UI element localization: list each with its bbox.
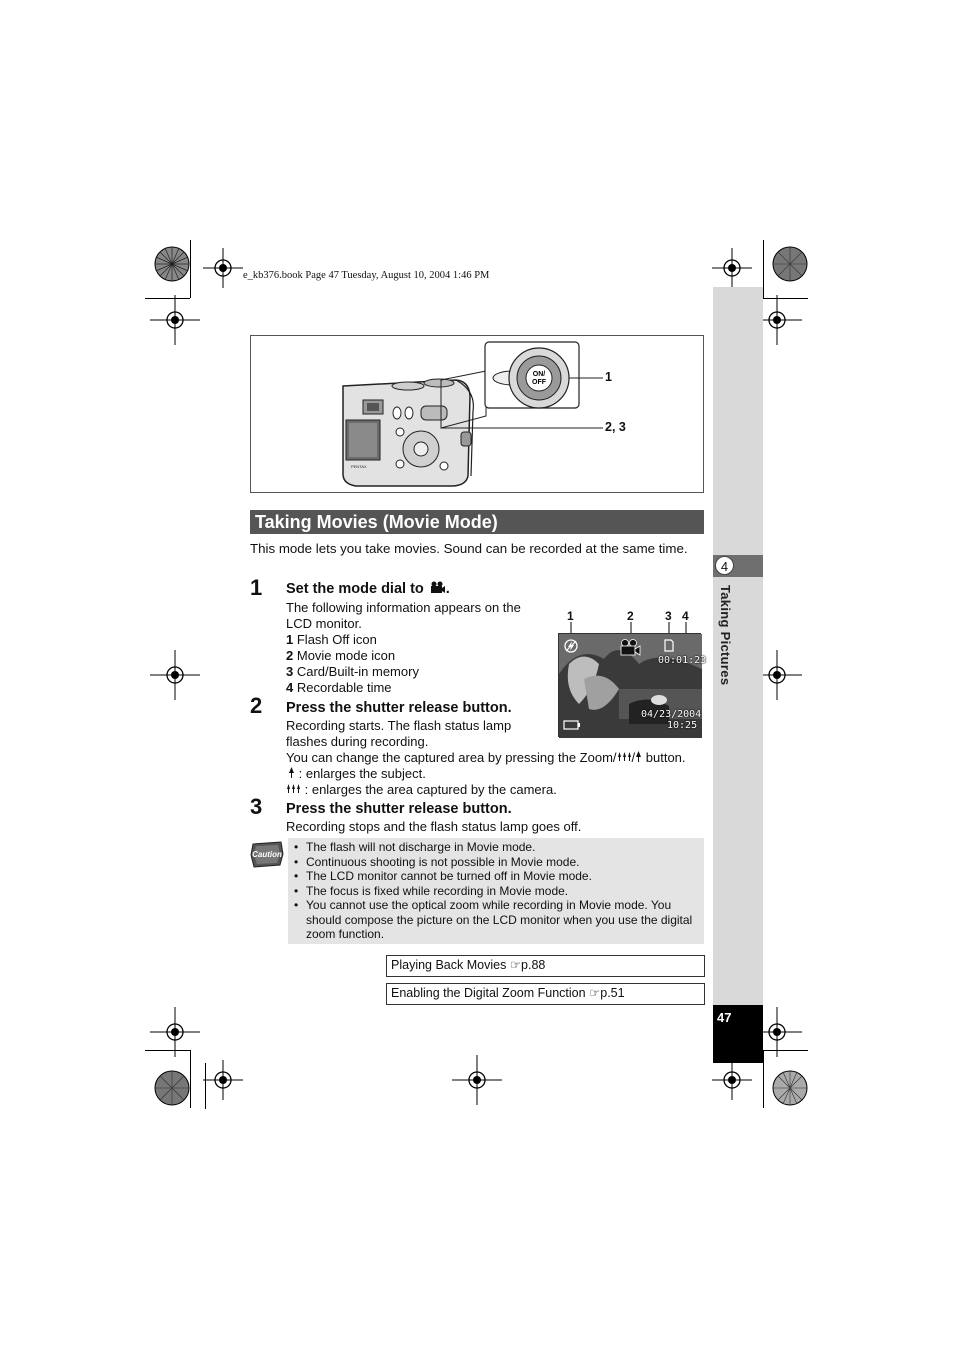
crosshair-mark-top-left-inner bbox=[203, 248, 243, 288]
step-1-title-text: Set the mode dial to bbox=[286, 581, 424, 597]
step-1-title bbox=[286, 581, 450, 597]
zoom-out-line bbox=[286, 782, 557, 798]
zoom-in-text: : enlarges the subject. bbox=[295, 766, 426, 781]
list-item: • Continuous shooting is not possible in Movie mode. bbox=[294, 854, 580, 869]
lcd-callout-3: 3 bbox=[665, 609, 672, 623]
crosshair-mark-bottom-right-inner bbox=[712, 1060, 752, 1100]
step-2-title: Press the shutter release button. bbox=[286, 700, 512, 716]
list-item: • The LCD monitor cannot be turned off in Movie mode. bbox=[294, 869, 592, 883]
print-header: e_kb376.book Page 47 Tuesday, August 10, 2004 1:46 PM bbox=[243, 270, 490, 281]
list-item: • You cannot use the optical zoom while recording in Movie mode. You should compose the picture on the LCD monitor when you use the digital zoom function. bbox=[294, 898, 693, 941]
lcd-callout-1: 1 bbox=[567, 609, 574, 623]
list-item: 2 Movie mode icon bbox=[286, 648, 396, 663]
zoom-wide-icon bbox=[617, 751, 632, 762]
list-item: • The flash will not discharge in Movie mode. bbox=[294, 840, 536, 854]
list-item: 3 Card/Built-in memory bbox=[286, 664, 419, 679]
starburst-mark-top-left bbox=[150, 242, 194, 286]
step-2-text: Recording starts. The flash status lamp flashes during recording. bbox=[286, 718, 512, 749]
dial-off-label: OFF bbox=[532, 379, 546, 386]
camera-figure bbox=[250, 335, 704, 493]
caution-icon bbox=[250, 840, 284, 868]
lcd-callout-2: 2 bbox=[627, 609, 634, 623]
starburst-mark-top-right bbox=[768, 242, 812, 286]
callout-mode-dial: 1 bbox=[605, 370, 612, 384]
step-1-text: The following information appears on the LCD monitor. bbox=[286, 600, 521, 631]
page-reference-icon: ☞ bbox=[589, 986, 601, 1000]
zoom-wide-icon bbox=[286, 783, 301, 794]
zoom-in-line bbox=[288, 766, 426, 782]
crosshair-mark-bottom-center bbox=[452, 1055, 502, 1105]
reference-digital-zoom[interactable]: Enabling the Digital Zoom Function ☞p.51 bbox=[386, 983, 705, 1005]
crosshair-mark-middle-left bbox=[150, 650, 200, 700]
dial-on-label: ON/ bbox=[532, 371, 546, 378]
lcd-callout-4: 4 bbox=[682, 609, 689, 623]
camera-illustration bbox=[251, 336, 703, 492]
page-reference-icon: ☞ bbox=[509, 958, 522, 972]
movie-mode-icon bbox=[619, 639, 641, 657]
zoom-out-text: : enlarges the area captured by the camera. bbox=[301, 782, 557, 797]
chapter-title: Taking Pictures bbox=[718, 585, 733, 686]
crosshair-mark-top-right-inner bbox=[712, 248, 752, 288]
step-1-item-list bbox=[286, 632, 546, 696]
movie-mode-icon bbox=[430, 581, 446, 594]
reference-playing-back-movies[interactable]: Playing Back Movies ☞p.88 bbox=[386, 955, 705, 977]
flash-off-icon bbox=[564, 639, 578, 653]
list-item: 1 Flash Off icon bbox=[286, 632, 377, 647]
intro-text: This mode lets you take movies. Sound can be recorded at the same time. bbox=[250, 541, 688, 556]
zoom-tele-icon bbox=[288, 767, 295, 778]
step-3-text: Recording stops and the flash status lamp goes off. bbox=[286, 819, 582, 834]
list-item: 4 Recordable time bbox=[286, 680, 392, 695]
recordable-time: 00:01:23 bbox=[658, 655, 707, 666]
camera-brand-text: PENTAX bbox=[351, 464, 367, 469]
step-1-number: 1 bbox=[250, 575, 263, 600]
caution-list bbox=[294, 840, 698, 942]
lcd-time: 10:25 bbox=[667, 720, 698, 731]
list-item: • The focus is fixed while recording in Movie mode. bbox=[294, 883, 569, 898]
step-3-number: 3 bbox=[250, 794, 263, 819]
crosshair-mark-bottom-left-inner bbox=[203, 1060, 243, 1100]
battery-icon bbox=[563, 720, 581, 730]
caution-icon-label: Caution bbox=[252, 850, 282, 859]
crosshair-mark-top-left-lower bbox=[150, 295, 200, 345]
step-2-number: 2 bbox=[250, 693, 263, 718]
zoom-text-after: button. bbox=[642, 750, 686, 765]
zoom-instruction: You can change the captured area by pressing the Zoom/ / button. bbox=[286, 750, 686, 765]
step-1-title-period: . bbox=[445, 581, 450, 597]
zoom-text-before: You can change the captured area by pressing the Zoom/ bbox=[286, 750, 617, 765]
lcd-monitor-image bbox=[558, 633, 707, 737]
memory-card-icon bbox=[664, 639, 674, 652]
section-title: Taking Movies (Movie Mode) bbox=[255, 512, 498, 532]
chapter-number: 4 bbox=[715, 556, 734, 575]
lcd-date: 04/23/2004 bbox=[641, 709, 702, 720]
step-3-title: Press the shutter release button. bbox=[286, 801, 512, 817]
starburst-mark-bottom-left bbox=[150, 1066, 194, 1110]
page-number: 47 bbox=[717, 1010, 732, 1025]
starburst-mark-bottom-right bbox=[768, 1066, 812, 1110]
callout-shutter-button: 2, 3 bbox=[605, 420, 626, 434]
